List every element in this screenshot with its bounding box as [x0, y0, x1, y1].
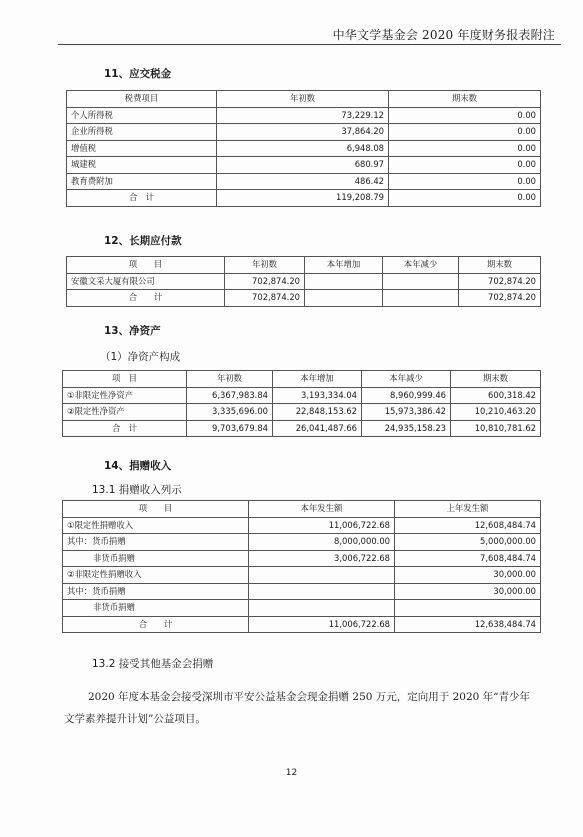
- cell-value: 11,006,722.68: [249, 517, 395, 534]
- row-label: 合 计: [67, 190, 217, 207]
- column-header: 项 目: [63, 501, 249, 518]
- row-label: 增值税: [67, 140, 217, 157]
- row-label: 城建税: [67, 157, 217, 174]
- column-header: 上年发生额: [395, 501, 541, 518]
- column-header: 年初数: [225, 257, 305, 274]
- row-label: 其中：货币捐赠: [63, 583, 249, 600]
- cell-value: 0.00: [389, 140, 541, 157]
- column-header: 税费项目: [67, 91, 217, 108]
- donation-income-table: [62, 500, 541, 633]
- row-label: 安徽文采大厦有限公司: [67, 273, 225, 290]
- cell-value: 702,874.20: [459, 273, 541, 290]
- section-11-heading: 11、应交税金: [104, 68, 172, 80]
- table-row: [67, 140, 541, 157]
- cell-value: 3,006,722.68: [249, 550, 395, 567]
- cell-value: [249, 600, 395, 617]
- table-row: [67, 173, 541, 190]
- cell-value: 680.97: [217, 157, 389, 174]
- row-label: 教育费附加: [67, 173, 217, 190]
- cell-value: 9,703,679.84: [187, 420, 273, 437]
- cell-value: 0.00: [389, 190, 541, 207]
- column-header: 年初数: [187, 371, 273, 388]
- row-label: 非货币捐赠: [63, 600, 249, 617]
- table-total-row: [67, 190, 541, 207]
- table-total-row: [63, 420, 541, 437]
- cell-value: 10,210,463.20: [451, 404, 541, 421]
- long-term-payable-table: [66, 256, 541, 307]
- cell-value: 702,874.20: [225, 273, 305, 290]
- table-header-row: [63, 371, 541, 388]
- cell-value: 0.00: [389, 173, 541, 190]
- table-row: [63, 534, 541, 551]
- cell-value: 10,810,781.62: [451, 420, 541, 437]
- table-row: [67, 124, 541, 141]
- table-row: [67, 273, 541, 290]
- column-header: 本年减少: [362, 371, 451, 388]
- cell-value: 24,935,158.23: [362, 420, 451, 437]
- section-14-subheading-2: 13.2 接受其他基金会捐赠: [92, 658, 214, 670]
- cell-value: [305, 273, 383, 290]
- cell-value: 3,335,696.00: [187, 404, 273, 421]
- column-header: 本年减少: [383, 257, 459, 274]
- table-row: [63, 583, 541, 600]
- cell-value: 5,000,000.00: [395, 534, 541, 551]
- table-total-row: [67, 290, 541, 307]
- row-label: ②非限定性捐赠收入: [63, 567, 249, 584]
- section-13-subheading: （1）净资产构成: [100, 351, 181, 363]
- column-header: 本年发生额: [249, 501, 395, 518]
- row-label: 合 计: [67, 290, 225, 307]
- column-header: 年初数: [217, 91, 389, 108]
- page-header-title: 中华文学基金会 2020 年度财务报表附注: [332, 28, 555, 42]
- column-header: 期末数: [389, 91, 541, 108]
- row-label: ②限定性净资产: [63, 404, 187, 421]
- cell-value: 30,000.00: [395, 583, 541, 600]
- table-row: [67, 157, 541, 174]
- column-header: 期末数: [451, 371, 541, 388]
- column-header: 项 目: [67, 257, 225, 274]
- row-label: 合 计: [63, 616, 249, 633]
- table-row: [63, 404, 541, 421]
- cell-value: 3,193,334.04: [273, 387, 362, 404]
- row-label: 其中：货币捐赠: [63, 534, 249, 551]
- cell-value: 119,208.79: [217, 190, 389, 207]
- tax-payable-table: [66, 90, 541, 207]
- table-row: [63, 600, 541, 617]
- cell-value: 11,006,722.68: [249, 616, 395, 633]
- column-header: 项 目: [63, 371, 187, 388]
- table-header-row: [67, 257, 541, 274]
- column-header: 本年增加: [273, 371, 362, 388]
- cell-value: [395, 600, 541, 617]
- column-header: 期末数: [459, 257, 541, 274]
- cell-value: 73,229.12: [217, 107, 389, 124]
- row-label: 个人所得税: [67, 107, 217, 124]
- section-13-heading: 13、净资产: [104, 325, 161, 337]
- table-header-row: [63, 501, 541, 518]
- cell-value: 702,874.20: [225, 290, 305, 307]
- section-14-heading: 14、捐赠收入: [104, 460, 172, 472]
- row-label: 非货币捐赠: [63, 550, 249, 567]
- table-row: [63, 517, 541, 534]
- cell-value: 600,318.42: [451, 387, 541, 404]
- section-12-heading: 12、长期应付款: [104, 235, 182, 247]
- table-total-row: [63, 616, 541, 633]
- cell-value: 12,608,484.74: [395, 517, 541, 534]
- cell-value: 26,041,487.66: [273, 420, 362, 437]
- header-rule: [58, 44, 561, 45]
- cell-value: [383, 273, 459, 290]
- column-header: 本年增加: [305, 257, 383, 274]
- cell-value: [249, 567, 395, 584]
- table-row: [63, 550, 541, 567]
- table-row: [67, 107, 541, 124]
- cell-value: 37,864.20: [217, 124, 389, 141]
- cell-value: 486.42: [217, 173, 389, 190]
- section-14-subheading-1: 13.1 捐赠收入列示: [92, 484, 182, 496]
- cell-value: 0.00: [389, 107, 541, 124]
- table-row: [63, 387, 541, 404]
- cell-value: 6,948.08: [217, 140, 389, 157]
- cell-value: 22,848,153.62: [273, 404, 362, 421]
- cell-value: 702,874.20: [459, 290, 541, 307]
- donation-note-paragraph: 2020 年度本基金会接受深圳市平安公益基金会现金捐赠 250 万元，定向用于 2020 年“青少年文学素养提升计划”公益项目。: [64, 691, 531, 725]
- page-number: 12: [285, 768, 298, 778]
- table-header-row: [67, 91, 541, 108]
- row-label: 企业所得税: [67, 124, 217, 141]
- cell-value: [249, 583, 395, 600]
- cell-value: 0.00: [389, 157, 541, 174]
- cell-value: 15,973,386.42: [362, 404, 451, 421]
- cell-value: 0.00: [389, 124, 541, 141]
- cell-value: 7,608,484.74: [395, 550, 541, 567]
- cell-value: 8,000,000.00: [249, 534, 395, 551]
- cell-value: 6,367,983.84: [187, 387, 273, 404]
- table-row: [63, 567, 541, 584]
- row-label: ①限定性捐赠收入: [63, 517, 249, 534]
- cell-value: [305, 290, 383, 307]
- cell-value: 8,960,999.46: [362, 387, 451, 404]
- cell-value: [383, 290, 459, 307]
- net-assets-table: [62, 370, 541, 437]
- cell-value: 12,638,484.74: [395, 616, 541, 633]
- row-label: 合 计: [63, 420, 187, 437]
- row-label: ①非限定性净资产: [63, 387, 187, 404]
- cell-value: 30,000.00: [395, 567, 541, 584]
